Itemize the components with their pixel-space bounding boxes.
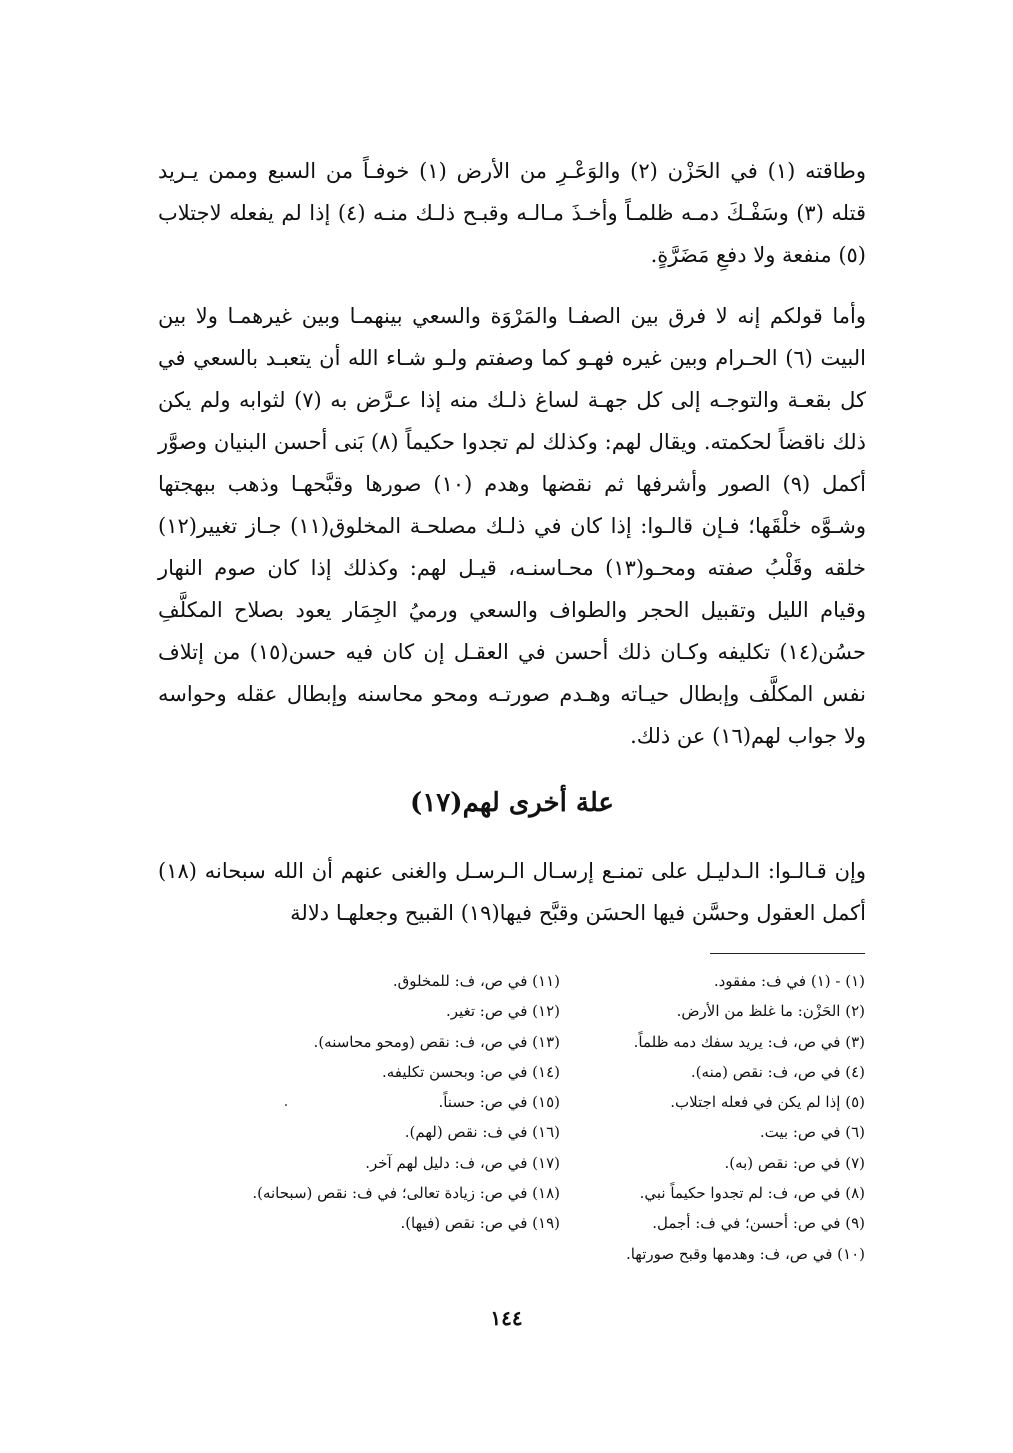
footnote: (١٠) في ص، ف: وهدمها وقبح صورتها. xyxy=(625,1244,865,1263)
scan-speck xyxy=(285,1104,287,1106)
footnotes-left-column xyxy=(150,966,560,1239)
footnote: (٥) إذا لم يكن في فعله اجتلاب. xyxy=(670,1093,865,1112)
footnote: (١٨) في ص: زيادة تعالى؛ في ف: نقص (سبحانه). xyxy=(252,1184,560,1203)
footnote: (١٩) في ص: نقص (فيها). xyxy=(400,1214,560,1233)
footnote: (١٣) في ص، ف: نقص (ومحو محاسنه). xyxy=(313,1032,560,1051)
footnote: (٨) في ص، ف: لم تجدوا حكيماً نبي. xyxy=(639,1184,865,1203)
footnote: (١) - (١) في ف: مفقود. xyxy=(713,972,865,990)
footnote: (١٤) في ص: وبحسن تكليفه. xyxy=(381,1062,560,1081)
section-heading: علة أخرى لهم(١٧) xyxy=(410,788,614,818)
body-paragraph-1: وطاقته (١) في الحَزْن (٢) والوَعْـرِ من الأرض (١) خوفـاً من السبع وممن يـريد قتله (٣) وسَفْـكَ دمـه ظلمـاً وأخـذَ مـالـه وقبـح ذلـك منـه (٤) إذا لم يفعله لاجتلاب (٥) منفعة ولا دفعِ مَضَرَّةٍ. xyxy=(158,159,867,267)
footnote: (٢) الحَزْن: ما غلظ من الأرض. xyxy=(676,1002,865,1021)
footnotes-right-column xyxy=(520,966,865,1269)
body-paragraph-3: وإن قـالـوا: الـدليـل على تمنـع إرسـال الـرسـل والغنى عنهم أن الله سبحانه (١٨) أكمل العقول وحسَّن فيها الحسَن وقبَّح فيها(١٩) القبيح وجعلهـا دلالة xyxy=(158,859,866,925)
footnote: (١١) في ص، ف: للمخلوق. xyxy=(392,972,560,990)
footnote: (٩) في ص: أحسن؛ في ف: أجمل. xyxy=(652,1214,865,1233)
footnote: (٦) في ص: بيت. xyxy=(759,1123,865,1142)
footnote: (١٢) في ص: تغير. xyxy=(446,1002,560,1021)
footnote: (٣) في ص، ف: يريد سفك دمه ظلماً. xyxy=(633,1032,865,1051)
footnote-separator xyxy=(710,953,865,954)
footnote: (١٧) في ص، ف: دليل لهم آخر. xyxy=(365,1153,560,1172)
body-paragraph-2: وأما قولكم إنه لا فرق بين الصفـا والمَرْوَة والسعي بينهمـا وبين غيرهمـا ولا بين البيت (٦) الحـرام وبين غيره فهـو كما وصفتم ولـو شـاء الله أن يتعبـد بالسعي في كل بقعـة والتوجـه إلى كل جهـة لساغ ذلـك منه إذا عـرَّض به (٧) لثوابه ولم يكن ذلك ناقضاً لحكمته. ويقال لهم: وكذلك لم تجدوا حكيماً (٨) بَنى أحسن البنيان وصوَّر أكمل (٩) الصور وأشرفها ثم نقضها وهدم (١٠) صورها وقبَّحهـا وذهب ببهجتها وشـوَّه خلْقَها؛ فـإن قالـوا: إذا كان في ذلـك مصلحـة المخلوق(١١) جـاز تغيير(١٢) خلقه وقَلْبُ صفته ومحـو(١٣) محـاسنـه، قيـل لهم: وكذلك إذا كان صوم النهار وقيام الليل وتقبيل الحجر والطواف والسعي ورميُ الجِمَار يعود بصلاح المكلَّفِ حسُن(١٤) تكليفه وكـان ذلك أحسن في العقـل إن كان فيه حسن(١٥) من إتلاف نفس المكلَّف وإبطال حيـاته وهـدم صورتـه ومحو محاسنه وإبطال عقله وحواسه ولا جواب لهم(١٦) عن ذلك. xyxy=(158,304,867,748)
footnote: (٧) في ص: نقص (به). xyxy=(724,1153,865,1172)
footnote: (١٦) في ف: نقص (لهم). xyxy=(404,1123,560,1142)
footnote: (١٥) في ص: حسناً. xyxy=(438,1093,560,1112)
page-number: ١٤٤ xyxy=(490,1306,523,1330)
footnote: (٤) في ص، ف: نقص (منه). xyxy=(690,1062,865,1081)
